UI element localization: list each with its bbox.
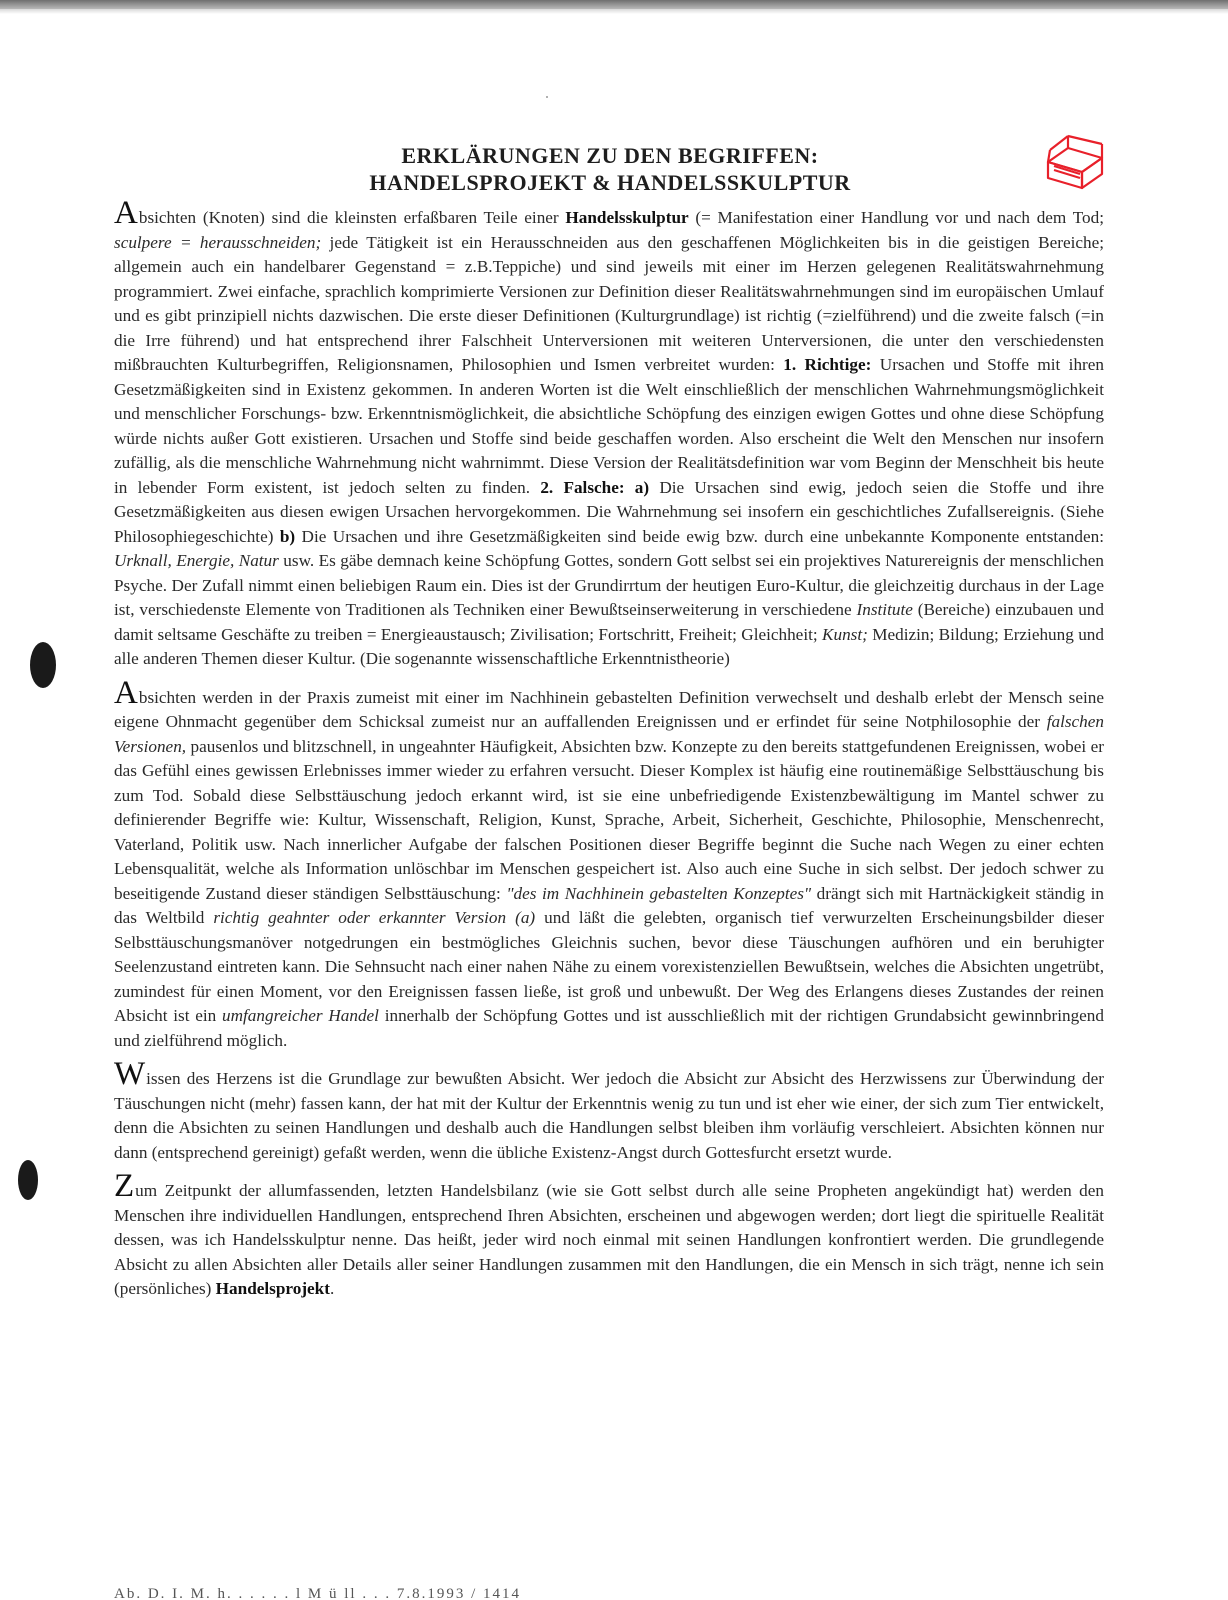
text-run: Die Ursachen und ihre Gesetzmäßigkeiten sind beide ewig bzw. durch eine unbekannte Komponente entstanden: [295,526,1104,546]
italic-term: sculpere = herausschneiden; [114,232,322,252]
paragraph-1 [114,195,1105,672]
scan-dust-speck [546,96,548,98]
text-run: (= Manifestation einer Handlung vor und nach dem Tod; [688,208,1104,227]
text-run: innerhalb der Schöpfung Gottes und ist ausschließlich mit der richtigen Grundabsicht gewinnbringend und zielführend möglich. [114,1006,1104,1050]
scan-edge-shadow [0,9,1228,14]
bold-term: 2. Falsche: a) [540,477,650,497]
italic-term: Urknall, Energie, Natur [114,551,279,570]
paragraph-4 [114,1168,1104,1302]
text-run: um Zeitpunkt der allumfassenden, letzten Handelsbilanz (wie sie Gott selbst durch alle seine Propheten angekündigt hat) werden den Menschen ihre individuellen Handlungen, entsprechend Ihren Absichten, erscheinen und abgewogen werden; dort liegt die spirituelle Realität dessen, was ich Handelsskulptur nenne. Das heißt, jeder wird noch einmal mit seinen Handlungen konfrontiert werden. Die grundlegende Absicht zu allen Absichten aller Details aller seiner Handlungen zusammen mit den Handlungen, die ein Mensch in sich trägt, nenne ich sein (persönliches) [114,1181,1104,1298]
text-run: usw. Es gäbe demnach keine Schöpfung Gottes, sondern Gott selbst sei ein projektives Naturereignis der menschlichen Psyche. Der Zufall nimmt einen beliebigen Raum ein. Dies ist der Grundirrtum der heutigen Euro-Kultur, die gleichzeitig durchaus in der Lage ist, verschiedenste Elemente von Traditionen als Techniken einer Bewußtseinserweiterung in verschiedene [114,551,1104,619]
document-body [114,195,1105,1316]
dropcap: A [114,195,138,231]
italic-term: falschen Versionen, [114,712,1104,756]
text-run: Ursachen und Stoffe mit ihren Gesetzmäßigkeiten sind in Existenz gekommen. In anderen Worten ist die Welt einschließlich der menschlichen Wahrnehmungsmöglichkeit und menschlicher Forschungs- bzw. Erkenntnismöglichkeit, die absichtliche Schöpfung des einzigen ewigen Gottes und ohne diese Schöpfung würde nichts außer Gott existieren. Ursachen und Stoffe sind beide geschaffen worden. Also erscheint die Welt den Menschen nur insofern zufällig, als die menschliche Wahrnehmung nicht wahrnimmt. Diese Version der Realitätsdefinition war vom Beginn der Menschheit bis heute in lebender Form existent, ist jedoch selten zu finden. [114,355,1105,497]
paragraph-3 [114,1056,1104,1165]
bold-term: b) [279,526,296,546]
dropcap: A [114,674,138,711]
text-run: Medizin; Bildung; Erziehung und alle anderen Themen dieser Kultur. (Die sogenannte wissenschaftliche Erkenntnistheorie) [114,624,1104,668]
italic-term: richtig geahnter oder erkannter Version (a) [213,908,536,927]
text-run: jede Tätigkeit ist ein Herausschneiden aus den geschaffenen Möglichkeiten bis in die geistigen Bereiche; allgemein auch ein handelbarer Gegenstand = z.B.Teppiche) und sind jeweils mit einer im Herzen gelegenen Realitätswahrnehmung programmiert. Zwei einfache, sprachlich komprimierte Versionen zur Definition dieser Realitätswahrnehmungen sind im europäischen Umlauf und es gibt prinzipiell nichts dazwischen. Die erste dieser Definitionen (Kulturgrundlage) ist richtig (=zielführend) und die zweite falsch (=in die Irre führend) und hat entsprechend ihrer Falschheit Unterversionen mit weiteren Unterversionen, die unter den verschiedensten mißbrauchten Kulturbegriffen, Religionsnamen, Philosophien und Ismen verbreitet wurden: [114,232,1104,374]
text-run: (Bereiche) einzubauen und damit seltsame Geschäfte zu treiben = Energieaustausch; Zivilisation; Fortschritt, Freiheit; Gleichheit; [114,600,1104,644]
paragraph-2 [114,674,1104,1054]
page-title [250,142,970,196]
bold-term: Handelsskulptur [565,208,689,227]
italic-term: Institute [856,600,913,619]
punch-hole-lower [18,1160,38,1200]
title-line-2: HANDELSPROJEKT & HANDELSSKULPTUR [369,170,851,195]
italic-term: "des im Nachhinein gebastelten Konzeptes" [506,883,812,903]
bold-term: 1. Richtige: [783,355,872,374]
red-wireframe-cube-icon [1044,132,1108,194]
footer-signature: Ab. D. I. M. h. . . . . . l M ü ll . . . 7.8.1993 / 1414 [114,1586,522,1600]
bold-term: Handelsprojekt [215,1279,330,1298]
text-run: Die Ursachen sind ewig, jedoch seien die Stoffe und ihre Gesetzmäßigkeiten aus diesen ewigen Ursachen hervorgekommen. Die Wahrnehmung sei insofern ein geschichtliches Zufallsereignis. (Siehe Philosophiegeschichte) [114,477,1104,546]
italic-term: Kunst; [822,624,868,644]
text-run: bsichten werden in der Praxis zumeist mit einer im Nachhinein gebastelten Definition verwechselt und deshalb erlebt der Mensch seine eigene Ohnmacht gegenüber dem Schicksal zumeist nur an auffallenden Ereignissen und er erfindet für seine Notphilosophie der [114,687,1104,731]
italic-term: umfangreicher Handel [222,1006,379,1025]
text-run: issen des Herzens ist die Grundlage zur bewußten Absicht. Wer jedoch die Absicht zur Absicht des Herzwissens zur Überwindung der Täuschungen nicht (mehr) fassen kann, der hat mit der Kultur der Erkenntnis wenig zu tun und ist eher wie einer, der sich zum Tier entwickelt, denn die Absichten zu seinen Handlungen und deshalb auch die Handlungen selbst bleiben ihm vorläufig verschleiert. Absichten können nur dann (entsprechend gereinigt) gefaßt werden, wenn die übliche Existenz-Angst durch Gottesfurcht ersetzt wurde. [114,1069,1104,1162]
text-run: pausenlos und blitzschnell, in ungeahnter Häufigkeit, Absichten bzw. Konzepte zu den bereits stattgefundenen Ereignissen, wobei er das Gefühl eines gewissen Erlebnisses immer wieder zu erfahren versucht. Dieser Komplex ist häufig eine routinemäßige Selbsttäuschung bis zum Tod. Sobald diese Selbsttäuschung jedoch erkannt wird, ist sie eine unbefriedigende Existenzbewältigung im Mantel schwer zu definierender Begriffe wie: Kultur, Wissenschaft, Religion, Kunst, Sprache, Arbeit, Sicherheit, Geschichte, Philosophie, Menschenrecht, Vaterland, Politik usw. Nach innerlicher Aufgabe der falschen Positionen dieser Begriffe beginnt die Suche nach Wegen zu einer echten Lebensqualität, welche als Information unlöschbar im Menschen gespeichert ist. Also auch eine Suche in sich selbst. Der jedoch schwer zu beseitigende Zustand dieser ständigen Selbsttäuschung: [114,736,1104,903]
text-run: bsichten (Knoten) sind die kleinsten erfaßbaren Teile einer [138,208,566,227]
dropcap: W [114,1056,146,1092]
scan-edge-top [0,0,1228,9]
text-run: drängt sich mit Hartnäckigkeit ständig in das Weltbild [114,883,1104,927]
title-line-1: ERKLÄRUNGEN ZU DEN BEGRIFFEN: [401,143,819,168]
text-run: und läßt die gelebten, organisch tief verwurzelten Erscheinungsbilder dieser Selbsttäuschungsmanöver notgedrungen ein bestmögliches Gleichnis suchen, bevor diese Täuschungen aufhören und ein beruhigter Seelenzustand eintreten kann. Die Sehnsucht nach einer nahen Nähe zu einem vorexistenziellen Bewußtsein, welches die Absichten ungetrübt, zumindest für einen Moment, vor den Ereignissen fassen ließe, ist groß und unbewußt. Der Weg des Erlangens dieses Zustandes der reinen Absicht ist ein [114,908,1104,1025]
text-run: . [329,1279,335,1298]
dropcap: Z [114,1168,135,1204]
punch-hole-upper [30,642,56,688]
